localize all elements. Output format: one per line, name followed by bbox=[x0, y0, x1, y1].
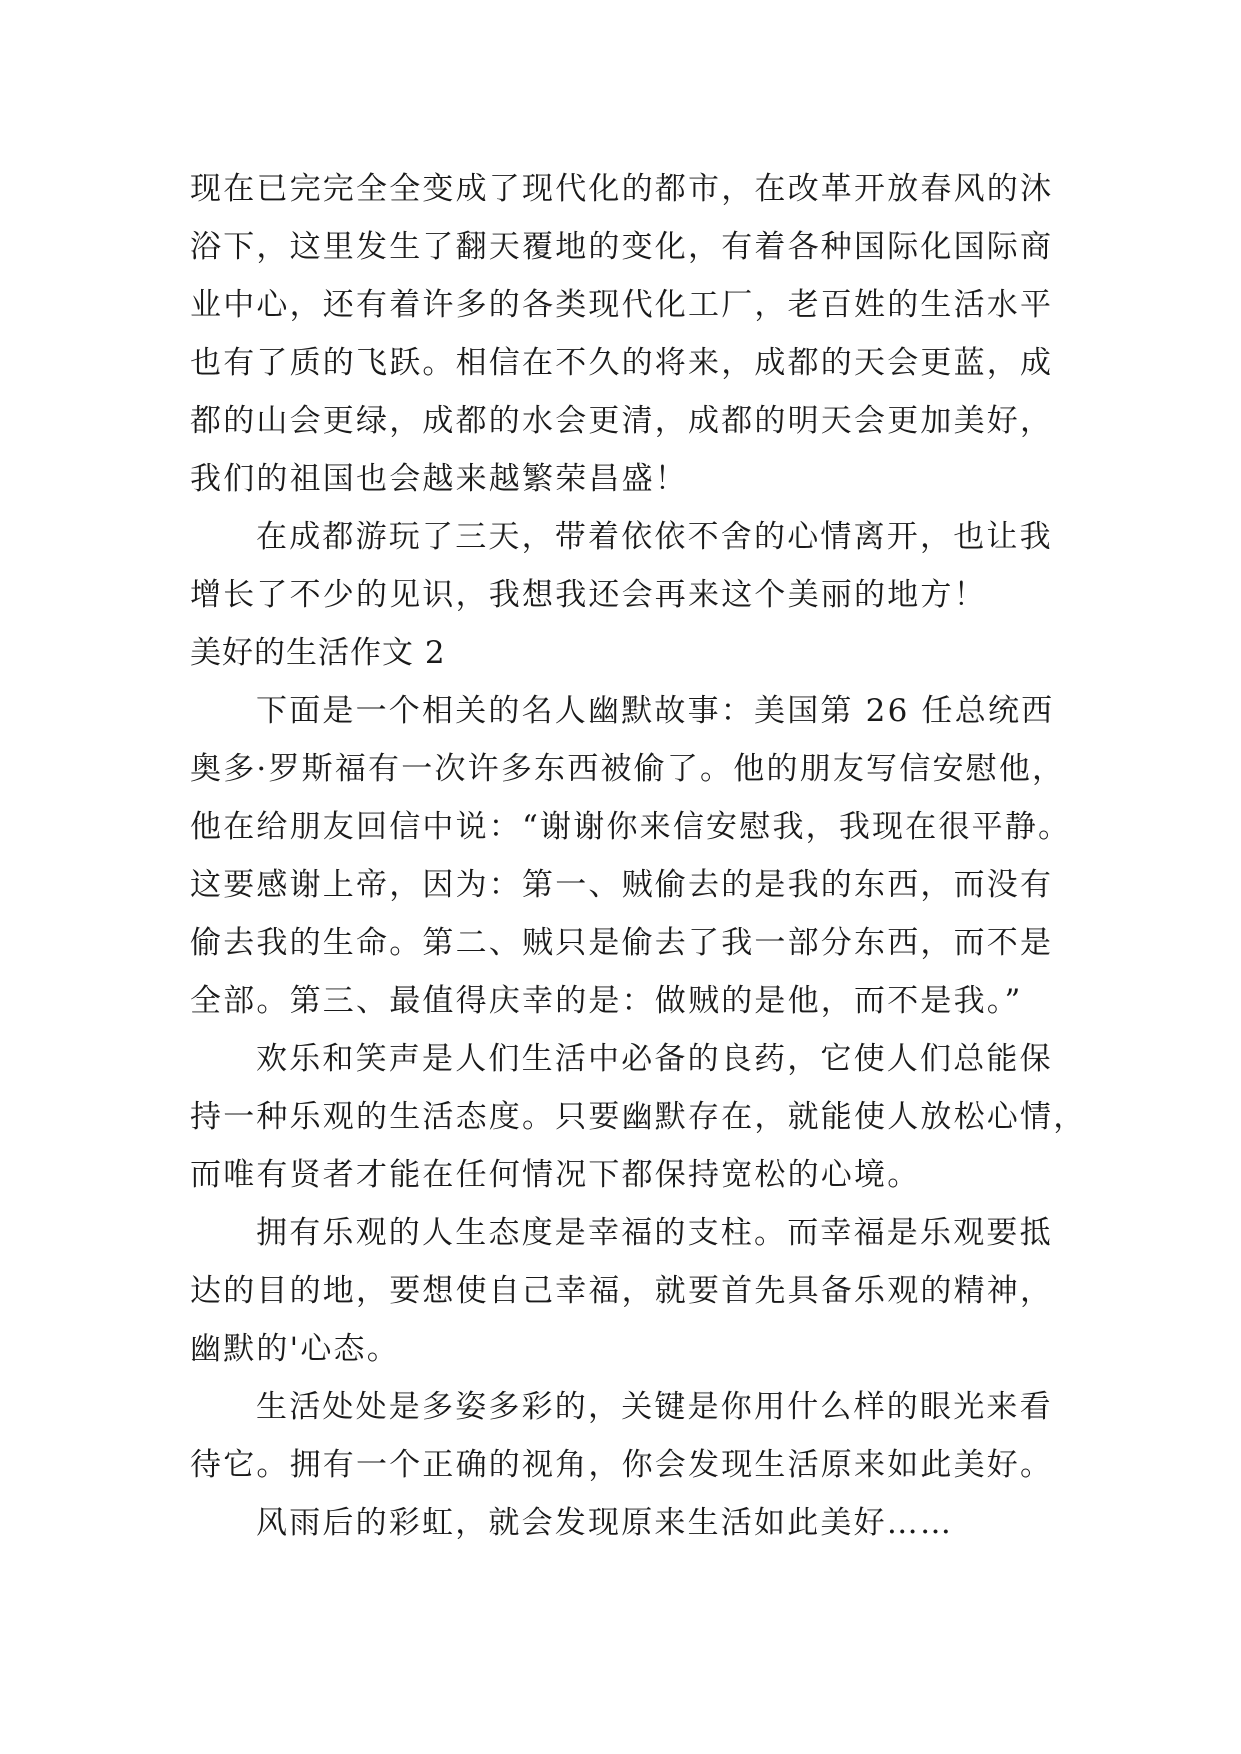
section-heading: 美好的生活作文 2 bbox=[190, 635, 446, 671]
text-line: 他在给朋友回信中说：“谢谢你来信安慰我，我现在很平静。 bbox=[190, 809, 1072, 845]
text-line: 幽默的'心态。 bbox=[190, 1331, 400, 1367]
text-line: 全部。第三、最值得庆幸的是：做贼的是他，而不是我。” bbox=[190, 983, 1023, 1019]
text-line: 都的山会更绿，成都的水会更清，成都的明天会更加美好， bbox=[190, 403, 1054, 439]
text-line: 待它。拥有一个正确的视角，你会发现生活原来如此美好。 bbox=[190, 1447, 1054, 1483]
text-line: 我们的祖国也会越来越繁荣昌盛！ bbox=[190, 461, 688, 497]
paragraph-first-line: 风雨后的彩虹，就会发现原来生活如此美好…… bbox=[256, 1505, 954, 1541]
paragraph-first-line: 拥有乐观的人生态度是幸福的支柱。而幸福是乐观要抵 bbox=[256, 1215, 1053, 1251]
paragraph-first-line: 在成都游玩了三天，带着依依不舍的心情离开，也让我 bbox=[256, 519, 1053, 555]
text-line: 持一种乐观的生活态度。只要幽默存在，就能使人放松心情， bbox=[190, 1099, 1087, 1135]
text-line: 增长了不少的见识，我想我还会再来这个美丽的地方！ bbox=[190, 577, 987, 613]
text-line: 业中心，还有着许多的各类现代化工厂，老百姓的生活水平 bbox=[190, 287, 1054, 323]
text-line: 也有了质的飞跃。相信在不久的将来，成都的天会更蓝，成 bbox=[190, 345, 1054, 381]
text-line: 而唯有贤者才能在任何情况下都保持宽松的心境。 bbox=[190, 1157, 921, 1193]
text-line: 这要感谢上帝，因为：第一、贼偷去的是我的东西，而没有 bbox=[190, 867, 1054, 903]
text-line: 浴下，这里发生了翻天覆地的变化，有着各种国际化国际商 bbox=[190, 229, 1054, 265]
document-body bbox=[190, 160, 1087, 1552]
text-line: 达的目的地，要想使自己幸福，就要首先具备乐观的精神， bbox=[190, 1273, 1054, 1309]
paragraph-first-line: 欢乐和笑声是人们生活中必备的良药，它使人们总能保 bbox=[256, 1041, 1053, 1077]
text-line: 奥多·罗斯福有一次许多东西被偷了。他的朋友写信安慰他， bbox=[190, 751, 1066, 787]
paragraph-first-line: 下面是一个相关的名人幽默故事：美国第 26 任总统西 bbox=[256, 693, 1055, 729]
text-line: 偷去我的生命。第二、贼只是偷去了我一部分东西，而不是 bbox=[190, 925, 1054, 961]
text-line: 现在已完完全全变成了现代化的都市，在改革开放春风的沐 bbox=[190, 171, 1054, 207]
paragraph-first-line: 生活处处是多姿多彩的，关键是你用什么样的眼光来看 bbox=[256, 1389, 1053, 1425]
